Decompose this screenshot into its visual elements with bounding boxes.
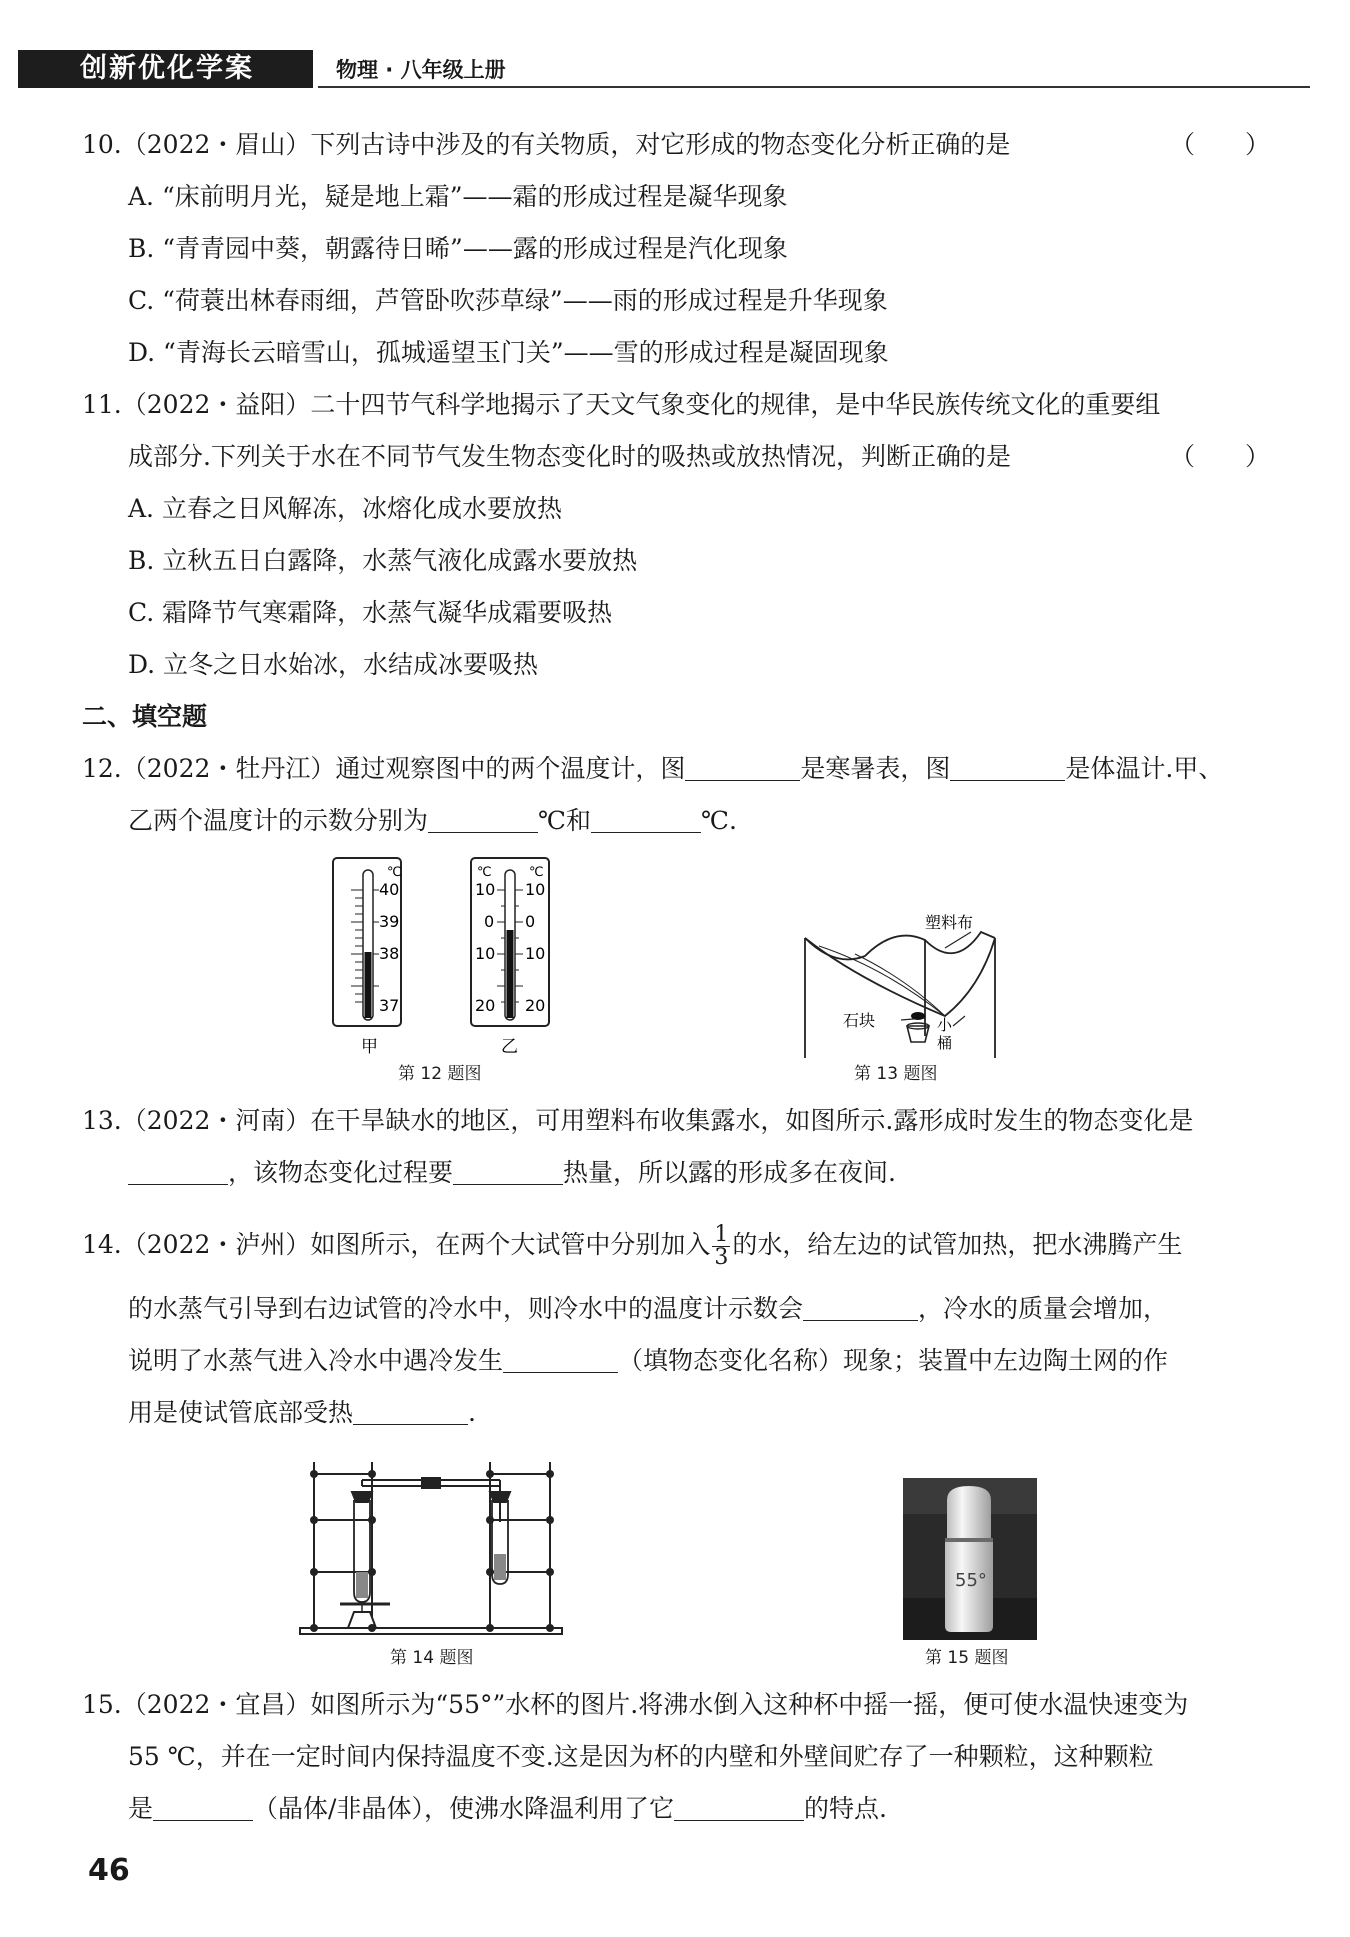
fig13-label-bucket-2: 桶 [937,1034,953,1052]
q12-text-2: 是寒暑表，图 [800,754,951,783]
yi-unit-right: ℃ [529,865,544,880]
q13-blank-2[interactable] [453,1158,563,1185]
q14-text-3: 的水蒸气引导到右边试管的冷水中，则冷水中的温度计示数会 [128,1294,804,1323]
q14-blank-2[interactable] [503,1346,618,1373]
yi-tick-right-20: 20 [525,996,546,1015]
q12-text-4: 乙两个温度计的示数分别为 [128,806,429,835]
jia-tick-40: 40 [379,880,400,899]
q12-blank-1[interactable] [685,754,800,781]
fig14-caption: 第 14 题图 [390,1648,474,1668]
fig15-cup-photo [903,1478,1037,1640]
q14-text-1: 14.（2022・泸州）如图所示，在两个大试管中分别加入 [82,1230,711,1259]
jia-label: 甲 [361,1037,378,1057]
q13-text-3: 热量，所以露的形成多在夜间. [563,1158,896,1187]
fig13-caption: 第 13 题图 [854,1064,938,1084]
cup-55-label: 55° [955,1570,987,1591]
q15-blank-2[interactable] [674,1794,804,1821]
q12-line2 [128,804,737,838]
q10-stem: 10.（2022・眉山）下列古诗中涉及的有关物质，对它形成的物态变化分析正确的是 [82,130,1011,159]
q14-line2 [128,1292,1168,1326]
fraction-numerator: 1 [714,1222,729,1247]
q10-option-c: C. “荷蓑出林春雨细，芦管卧吹莎草绿”——雨的形成过程是升华现象 [128,286,888,315]
fig15-caption: 第 15 题图 [925,1648,1009,1668]
q12-text-5: ℃和 [538,806,591,835]
q12-blank-3[interactable] [428,806,538,833]
q12-blank-2[interactable] [950,754,1065,781]
thermometer-yi [471,858,549,1057]
q14-text-5: 说明了水蒸气进入冷水中遇冷发生 [128,1346,504,1375]
q12-text-3: 是体温计.甲、 [1065,754,1224,783]
q14-line3 [128,1344,1168,1378]
q12-text-1: 12.（2022・牡丹江）通过观察图中的两个温度计，图 [82,754,686,783]
q11-answer-paren: （ ） [1170,442,1271,471]
yi-tick-left-0: 0 [484,912,495,931]
section-heading: 二、填空题 [82,702,208,731]
page-header [18,50,1310,90]
subject-title: 物理 · 八年级上册 [336,58,506,82]
q11-option-c: C. 霜降节气寒霜降，水蒸气凝华成霜要吸热 [128,598,613,627]
q13-line2 [128,1156,896,1190]
q13-text-2: ，该物态变化过程要 [228,1158,454,1187]
yi-tick-right-0: 0 [525,912,536,931]
yi-tick-left-10b: 10 [475,944,496,963]
jia-tick-39: 39 [379,912,400,931]
fig14-apparatus [298,1452,570,1638]
q11-option-d: D. 立冬之日水始冰，水结成冰要吸热 [128,650,539,679]
thermometer-jia [333,858,402,1057]
q12-line1 [82,752,1223,786]
q14-fraction [712,1224,730,1269]
q15-text-4: （晶体/非晶体），使沸水降温利用了它 [253,1794,674,1823]
fraction-denominator: 3 [714,1245,729,1270]
jia-unit: ℃ [387,865,402,880]
q14-line1 [82,1224,1182,1269]
q15-blank-1[interactable] [153,1794,253,1821]
page-number: 46 [88,1853,130,1888]
yi-tick-right-10b: 10 [525,944,546,963]
q15-text-3: 是 [128,1794,154,1823]
q13-blank-1[interactable] [128,1158,228,1185]
fig12-thermometers [325,852,565,1060]
q14-text-6: （填物态变化名称）现象；装置中左边陶土网的作 [618,1346,1169,1375]
q12-text-6: ℃. [700,806,737,835]
yi-label: 乙 [501,1037,518,1057]
q11-stem-line1: 11.（2022・益阳）二十四节气科学地揭示了天文气象变化的规律，是中华民族传统文化的重要组 [82,390,1161,419]
yi-unit-left: ℃ [477,865,492,880]
jia-tick-37: 37 [379,996,400,1015]
q15-line2: 55 ℃，并在一定时间内保持温度不变.这是因为杯的内壁和外壁间贮存了一种颗粒，这种颗粒 [128,1742,1154,1771]
q11-stem-line2: 成部分.下列关于水在不同节气发生物态变化时的吸热或放热情况，判断正确的是 [128,442,1011,471]
q10-answer-paren: （ ） [1170,130,1271,159]
q15-line3 [128,1792,887,1826]
brand-banner: 创新优化学案 [18,50,313,88]
q11-option-a: A. 立春之日风解冻，冰熔化成水要放热 [128,494,562,523]
q14-text-8: . [468,1398,476,1427]
fig13-dew-collector [795,908,1010,1060]
q13-line1: 13.（2022・河南）在干旱缺水的地区，可用塑料布收集露水，如图所示.露形成时发生的物态变化是 [82,1106,1194,1135]
q15-line1: 15.（2022・宜昌）如图所示为“55°”水杯的图片.将沸水倒入这种杯中摇一摇，便可使水温快速变为 [82,1690,1189,1719]
q14-text-7: 用是使试管底部受热 [128,1398,354,1427]
fig13-label-bucket-1: 小 [937,1016,953,1034]
q10-option-d: D. “青海长云暗雪山，孤城遥望玉门关”——雪的形成过程是凝固现象 [128,338,889,367]
q10-option-b: B. “青青园中葵，朝露待日晞”——露的形成过程是汽化现象 [128,234,788,263]
q14-text-4: ，冷水的质量会增加， [918,1294,1169,1323]
q10-option-a: A. “床前明月光，疑是地上霜”——霜的形成过程是凝华现象 [128,182,788,211]
fig13-label-cloth: 塑料布 [925,913,974,932]
header-rule [318,86,1310,88]
q14-blank-3[interactable] [353,1398,468,1425]
q15-text-5: 的特点. [803,1794,887,1823]
q11-option-b: B. 立秋五日白露降，水蒸气液化成露水要放热 [128,546,638,575]
jia-tick-38: 38 [379,944,400,963]
fig13-label-stone: 石块 [843,1011,876,1030]
q12-blank-4[interactable] [591,806,701,833]
q14-blank-1[interactable] [803,1294,918,1321]
q14-text-2: 的水，给左边的试管加热，把水沸腾产生 [732,1230,1183,1259]
yi-tick-left-10a: 10 [475,880,496,899]
yi-tick-right-10a: 10 [525,880,546,899]
yi-tick-left-20: 20 [475,996,496,1015]
q14-line4 [128,1396,476,1430]
fig12-caption: 第 12 题图 [398,1064,482,1084]
